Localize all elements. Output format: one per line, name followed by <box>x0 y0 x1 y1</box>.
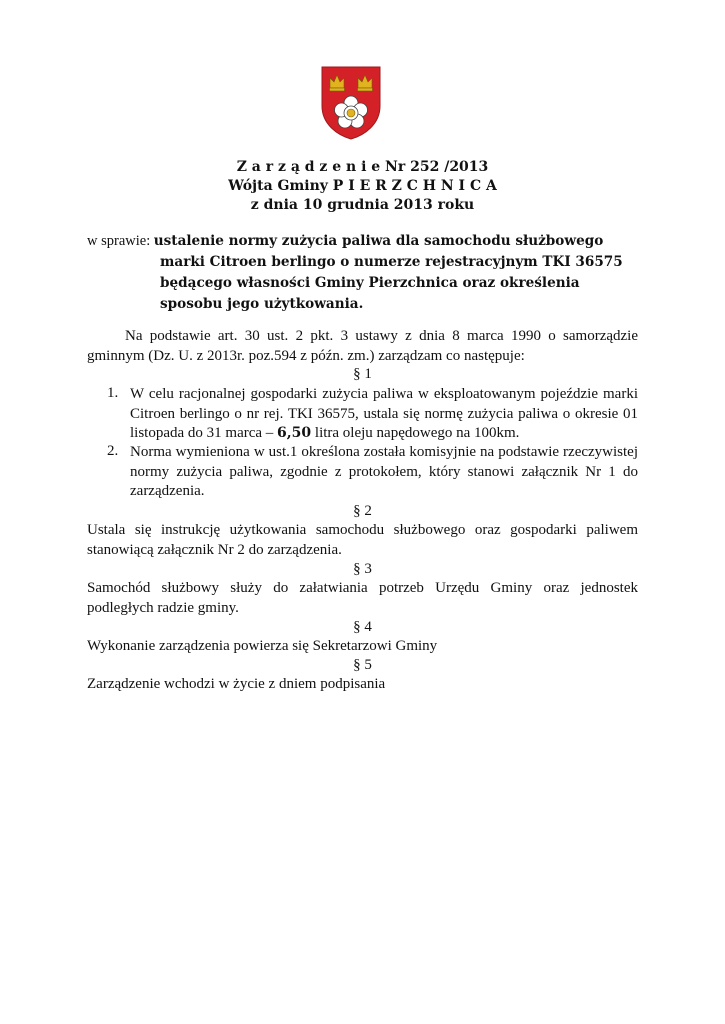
paragraph-4: Wykonanie zarządzenia powierza się Sekretarzowi Gminy <box>87 638 438 654</box>
subject-line-3: będącego własności Gminy Pierzchnica oraz określenia <box>160 275 580 291</box>
list-number-1: 1. <box>107 385 119 401</box>
subject-block <box>87 231 647 315</box>
intro-paragraph: Na podstawie art. 30 ust. 2 pkt. 3 ustawy z dnia 8 marca 1990 o samorządzie gminnym (Dz. U. z 2013r. poz.594 z późn. zm.) zarządzam co następuje: <box>87 328 638 364</box>
subject-line-2: marki Citroen berlingo o numerze rejestracyjnym TKI 36575 <box>160 254 623 270</box>
coat-of-arms-icon <box>321 66 381 140</box>
section-heading-4: § 4 <box>353 619 372 635</box>
list-number-2: 2. <box>107 443 119 459</box>
list-item-1 <box>130 385 638 444</box>
section-heading-2: § 2 <box>353 503 372 519</box>
fuel-norm-value: 6,50 <box>277 425 312 441</box>
list-item-2: Norma wymieniona w ust.1 określona została komisyjnie na podstawie rzeczywistej normy zużycia paliwa, zgodnie z protokołem, który stanowi załącznik Nr 1 do zarządzenia. <box>130 444 638 499</box>
section-heading-1: § 1 <box>353 366 372 382</box>
paragraph-3: Samochód służbowy służy do załatwiania potrzeb Urzędu Gminy oraz jednostek podległych radzie gminy. <box>87 580 638 616</box>
list-item-1-text: W celu racjonalnej gospodarki zużycia paliwa w eksploatowanym pojeździe marki Citroen berlingo o nr rej. TKI 36575, ustala się normę zużycia paliwa o okresie 01 listopada do 31 marca – <box>130 386 638 441</box>
subject-line-1: ustalenie normy zużycia paliwa dla samochodu służbowego <box>153 233 604 249</box>
section-heading-5: § 5 <box>353 657 372 673</box>
paragraph-2: Ustala się instrukcję użytkowania samochodu służbowego oraz gospodarki paliwem stanowiącą załącznik Nr 2 do zarządzenia. <box>87 522 638 558</box>
list-item-1-unit: litra oleju napędowego na 100km. <box>314 425 520 441</box>
subject-lead: w sprawie: <box>87 233 151 249</box>
date-line: z dnia 10 grudnia 2013 roku <box>250 197 475 213</box>
subject-line-4: sposobu jego użytkowania. <box>160 296 364 312</box>
section-heading-3: § 3 <box>353 561 372 577</box>
paragraph-5: Zarządzenie wchodzi w życie z dniem podpisania <box>87 676 386 692</box>
issuer-line: Wójta Gminy P I E R Z C H N I C A <box>228 178 497 194</box>
document-title: Z a r z ą d z e n i e Nr 252 /2013 <box>236 159 489 175</box>
